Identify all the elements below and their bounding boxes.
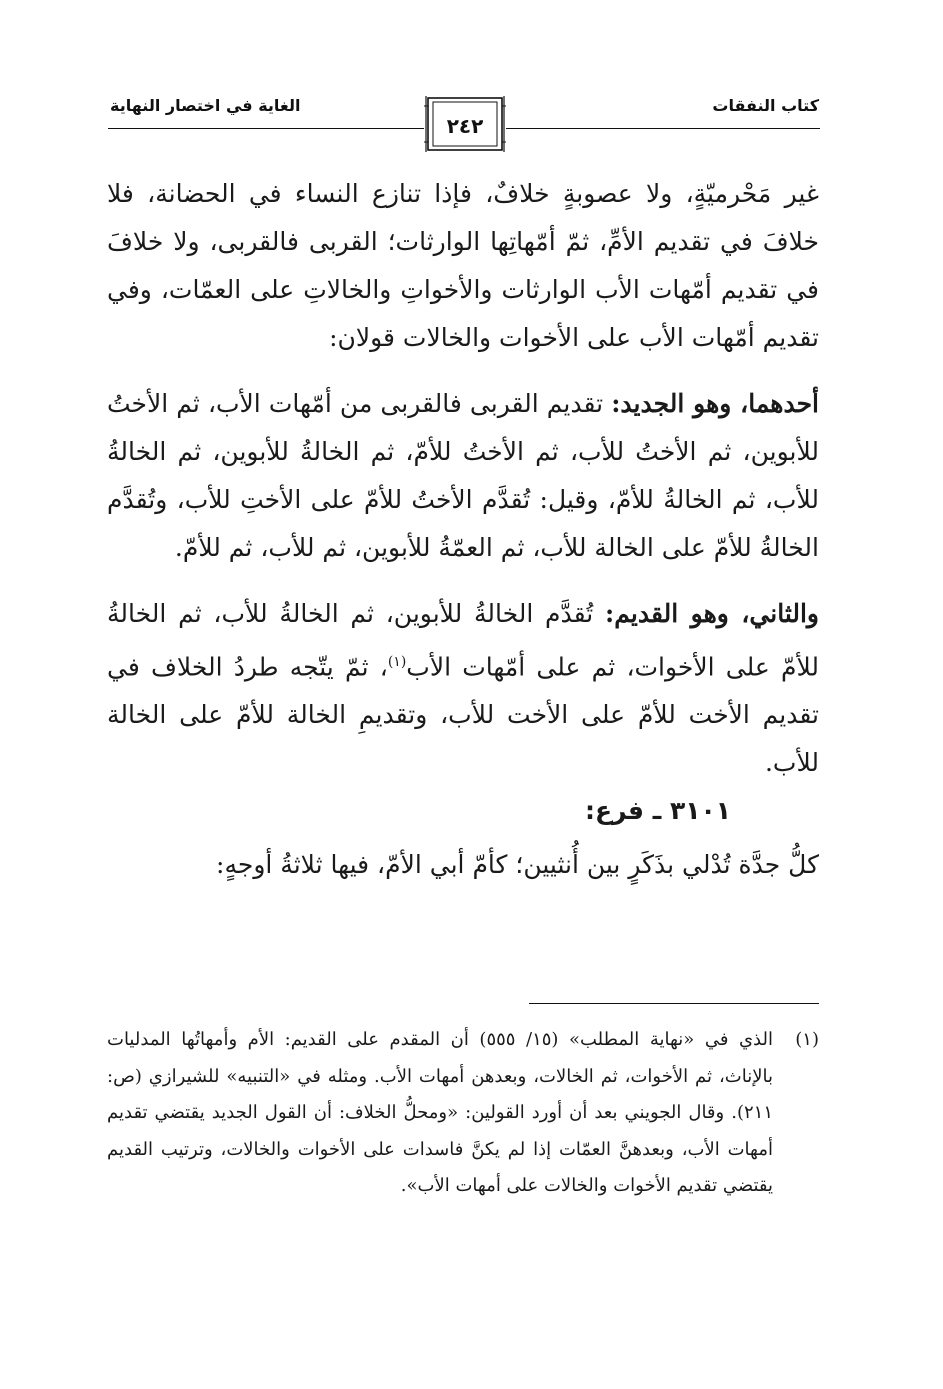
main-text bbox=[107, 170, 819, 889]
footnote-marker: (١) bbox=[795, 1029, 819, 1050]
running-header-section-title: الغاية في اختصار النهاية bbox=[110, 96, 301, 115]
opinion-old-label: والثاني، وهو القديم: bbox=[605, 599, 819, 628]
paragraph-intro: غير مَحْرميّةٍ، ولا عصوبةٍ خلافٌ، فإذا تنازع النساء في الحضانة، فلا خلافَ في تقديم الأمِّ، ثمّ أمّهاتِها الوارثات؛ القربى فالقربى، ولا خلافَ في تقديم أمّهات الأب الوارثات والأخواتِ والخالاتِ على العمّات، وفي تقديم أمّهات الأب على الأخوات والخالات قولان: bbox=[107, 179, 819, 352]
opinion-new-text: تقديم القربى فالقربى من أمّهات الأب، ثم الأختُ للأبوين، ثم الأختُ للأب، ثم الأختُ للأمّ، ثم الخالةُ للأبوين، ثم الخالةُ للأب، ثم الخالةُ للأمّ، وقيل: تُقدَّم الأختُ للأمّ على الأختِ للأب، وتُقدَّم الخالةُ للأمّ على الخالة للأب، ثم العمّةُ للأبوين، ثم للأب، ثم للأمّ. bbox=[107, 389, 819, 562]
page-number-ornament bbox=[424, 96, 506, 152]
paragraph-new-opinion bbox=[107, 380, 819, 572]
footnote-reference: (١) bbox=[387, 654, 407, 670]
opinion-old-text-a: تُقدَّم الخالةُ للأبوين، ثم الخالةُ للأب، ثم الخالةُ للأمّ على الأخوات، ثم على أمّهات الأب bbox=[107, 599, 819, 682]
footnote bbox=[107, 1022, 819, 1205]
footnote-text: الذي في «نهاية المطلب» (١٥/ ٥٥٥) أن المقدم على القديم: الأم وأمهاتُها المدليات بالإناث، ثم الأخوات، ثم الخالات، وبعدهن أمهات الأب. ومثله في «التنبيه» للشيرازي (ص: ٢١١). وقال الجويني بعد أن أورد القولين: «ومحلُّ الخلاف: أن القول الجديد يقتضي تقديم أمهات الأب، وبعدهنَّ العمّات إذا لم يكنَّ فاسدات على الأخوات والخالات، وترتيب القديم يقتضي تقديم الأخوات والخالات على أمهات الأب». bbox=[107, 1029, 773, 1196]
opinion-old-text-b: ، ثمّ يتّجه طردُ الخلاف في تقديم الأخت للأمّ على الأخت للأب، وتقديمِ الخالة للأمّ على الخالة للأب. bbox=[107, 652, 819, 778]
footnote-rule bbox=[529, 1003, 819, 1004]
branch-text: كلُّ جدَّة تُدْلي بذَكَرٍ بين أُنثيين؛ كأمّ أبي الأمّ، فيها ثلاثةُ أوجهٍ: bbox=[216, 850, 819, 880]
opinion-new-label: أحدهما، وهو الجديد: bbox=[611, 389, 819, 418]
running-header-book-title: كتاب النفقات bbox=[712, 96, 819, 115]
page-number: ٢٤٢ bbox=[446, 114, 484, 138]
paragraph-old-opinion bbox=[107, 590, 819, 787]
branch-heading: ٣١٠١ ـ فرع: bbox=[585, 796, 731, 826]
